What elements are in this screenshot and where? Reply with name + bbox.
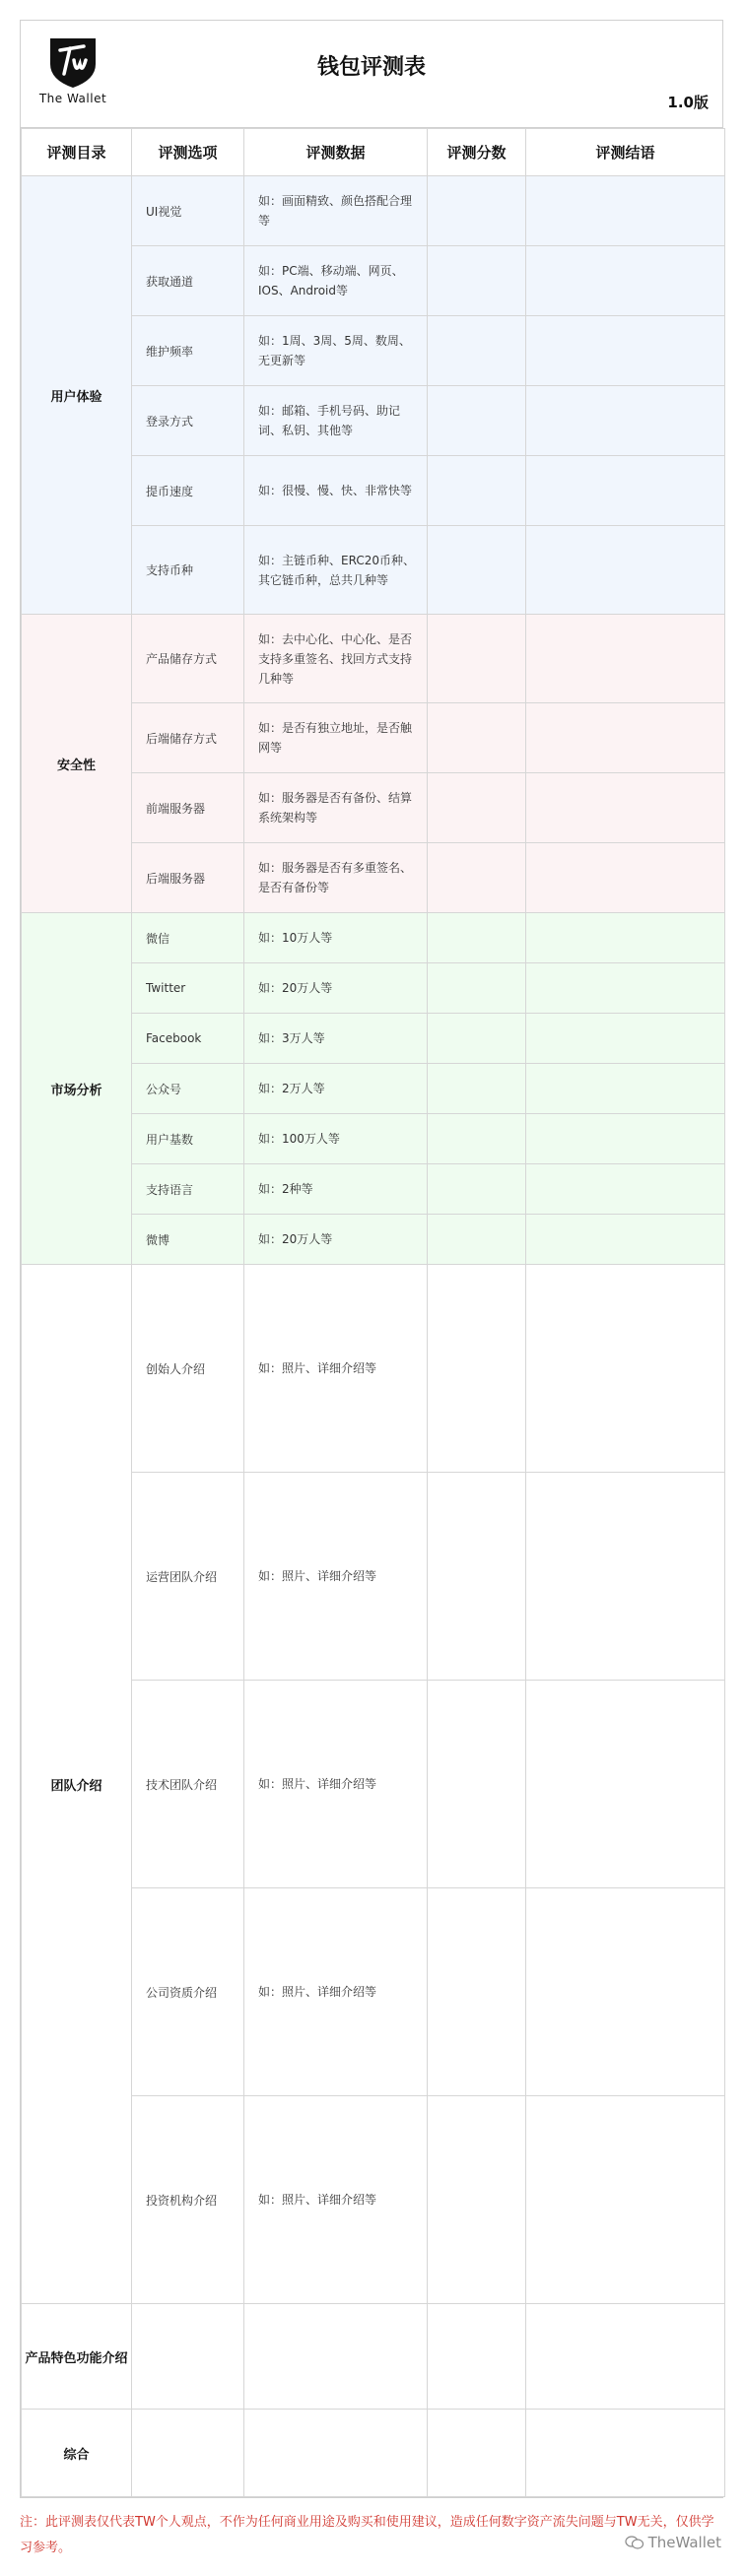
option-cell: Twitter: [132, 963, 244, 1014]
score-cell[interactable]: [428, 913, 526, 963]
data-cell: 如：10万人等: [244, 913, 428, 963]
conclusion-cell[interactable]: [526, 526, 725, 615]
conclusion-cell[interactable]: [526, 773, 725, 843]
option-cell: 投资机构介绍: [132, 2096, 244, 2304]
option-cell: 前端服务器: [132, 773, 244, 843]
score-cell[interactable]: [428, 963, 526, 1014]
conclusion-cell[interactable]: [526, 2096, 725, 2304]
conclusion-cell[interactable]: [526, 1164, 725, 1215]
logo-text: The Wallet: [38, 92, 107, 105]
column-header: 评测目录: [22, 129, 132, 176]
table-row: [22, 913, 725, 963]
category-cell: 产品特色功能介绍: [22, 2304, 132, 2410]
conclusion-cell[interactable]: [526, 386, 725, 456]
score-cell[interactable]: [428, 1681, 526, 1888]
data-cell: 如：照片、详细介绍等: [244, 1265, 428, 1473]
option-cell: 公司资质介绍: [132, 1888, 244, 2096]
option-cell: Facebook: [132, 1014, 244, 1064]
conclusion-cell[interactable]: [526, 456, 725, 526]
data-cell: 如：2种等: [244, 1164, 428, 1215]
option-cell: 后端储存方式: [132, 703, 244, 773]
option-cell: 技术团队介绍: [132, 1681, 244, 1888]
option-cell: 公众号: [132, 1064, 244, 1114]
option-cell: 支持语言: [132, 1164, 244, 1215]
column-header: 评测结语: [526, 129, 725, 176]
category-cell: 综合: [22, 2410, 132, 2497]
score-cell[interactable]: [428, 316, 526, 386]
table-row: [22, 2304, 725, 2410]
score-cell[interactable]: [428, 843, 526, 913]
data-cell: [244, 2410, 428, 2497]
data-cell: 如：很慢、慢、快、非常快等: [244, 456, 428, 526]
data-cell: 如：2万人等: [244, 1064, 428, 1114]
evaluation-sheet: [20, 20, 723, 2498]
option-cell: 提币速度: [132, 456, 244, 526]
score-cell[interactable]: [428, 2096, 526, 2304]
sheet-header: [21, 21, 722, 128]
wechat-icon: [625, 2536, 644, 2549]
data-cell: 如：服务器是否有备份、结算系统架构等: [244, 773, 428, 843]
score-cell[interactable]: [428, 526, 526, 615]
option-cell: 产品储存方式: [132, 615, 244, 703]
conclusion-cell[interactable]: [526, 316, 725, 386]
watermark-text: TheWallet: [647, 2534, 721, 2551]
data-cell: 如：20万人等: [244, 963, 428, 1014]
data-cell: [244, 2304, 428, 2410]
option-cell: 支持币种: [132, 526, 244, 615]
data-cell: 如：服务器是否有多重签名、是否有备份等: [244, 843, 428, 913]
conclusion-cell[interactable]: [526, 703, 725, 773]
data-cell: 如：主链币种、ERC20币种、其它链币种，总共几种等: [244, 526, 428, 615]
conclusion-cell[interactable]: [526, 1064, 725, 1114]
conclusion-cell[interactable]: [526, 963, 725, 1014]
data-cell: 如：PC端、移动端、网页、IOS、Android等: [244, 246, 428, 316]
data-cell: 如：照片、详细介绍等: [244, 1888, 428, 2096]
conclusion-cell[interactable]: [526, 1888, 725, 2096]
page-title: 钱包评测表: [316, 55, 426, 80]
option-cell: 用户基数: [132, 1114, 244, 1164]
data-cell: 如：3万人等: [244, 1014, 428, 1064]
option-cell: UI视觉: [132, 176, 244, 246]
data-cell: 如：邮箱、手机号码、助记词、私钥、其他等: [244, 386, 428, 456]
data-cell: 如：照片、详细介绍等: [244, 1681, 428, 1888]
score-cell[interactable]: [428, 1014, 526, 1064]
conclusion-cell[interactable]: [526, 913, 725, 963]
data-cell: 如：去中心化、中心化、是否支持多重签名、找回方式支持几种等: [244, 615, 428, 703]
score-cell[interactable]: [428, 386, 526, 456]
score-cell[interactable]: [428, 1265, 526, 1473]
column-header: 评测分数: [428, 129, 526, 176]
conclusion-cell[interactable]: [526, 2410, 725, 2497]
data-cell: 如：100万人等: [244, 1114, 428, 1164]
data-cell: 如：是否有独立地址，是否触网等: [244, 703, 428, 773]
score-cell[interactable]: [428, 2304, 526, 2410]
column-header: 评测选项: [132, 129, 244, 176]
category-cell: 团队介绍: [22, 1265, 132, 2304]
conclusion-cell[interactable]: [526, 2304, 725, 2410]
conclusion-cell[interactable]: [526, 176, 725, 246]
option-cell: 维护频率: [132, 316, 244, 386]
data-cell: 如：照片、详细介绍等: [244, 1473, 428, 1681]
option-cell: 获取通道: [132, 246, 244, 316]
conclusion-cell[interactable]: [526, 1114, 725, 1164]
table-header-row: [22, 129, 725, 176]
category-cell: 用户体验: [22, 176, 132, 615]
category-cell: 安全性: [22, 615, 132, 913]
column-header: 评测数据: [244, 129, 428, 176]
score-cell[interactable]: [428, 1164, 526, 1215]
table-row: [22, 176, 725, 246]
score-cell[interactable]: [428, 1064, 526, 1114]
option-cell: [132, 2410, 244, 2497]
conclusion-cell[interactable]: [526, 1473, 725, 1681]
disclaimer-note: 注：此评测表仅代表TW个人观点，不作为任何商业用途及购买和使用建议，造成任何数字资产流失问题与TW无关，仅供学习参考。: [20, 2515, 714, 2555]
score-cell[interactable]: [428, 1215, 526, 1265]
score-cell[interactable]: [428, 456, 526, 526]
conclusion-cell[interactable]: [526, 843, 725, 913]
option-cell: 登录方式: [132, 386, 244, 456]
category-cell: 市场分析: [22, 913, 132, 1265]
option-cell: 运营团队介绍: [132, 1473, 244, 1681]
option-cell: 微博: [132, 1215, 244, 1265]
table-row: [22, 1265, 725, 1473]
score-cell[interactable]: [428, 176, 526, 246]
conclusion-cell[interactable]: [526, 1681, 725, 1888]
score-cell[interactable]: [428, 1888, 526, 2096]
score-cell[interactable]: [428, 703, 526, 773]
data-cell: 如：照片、详细介绍等: [244, 2096, 428, 2304]
option-cell: [132, 2304, 244, 2410]
option-cell: 后端服务器: [132, 843, 244, 913]
conclusion-cell[interactable]: [526, 246, 725, 316]
score-cell[interactable]: [428, 615, 526, 703]
score-cell[interactable]: [428, 2410, 526, 2497]
score-cell[interactable]: [428, 773, 526, 843]
option-cell: 创始人介绍: [132, 1265, 244, 1473]
conclusion-cell[interactable]: [526, 1215, 725, 1265]
evaluation-table: [21, 128, 725, 2497]
option-cell: 微信: [132, 913, 244, 963]
version-label: 1.0版: [667, 94, 709, 111]
table-row: [22, 2410, 725, 2497]
score-cell[interactable]: [428, 246, 526, 316]
conclusion-cell[interactable]: [526, 1265, 725, 1473]
table-row: [22, 615, 725, 703]
conclusion-cell[interactable]: [526, 1014, 725, 1064]
data-cell: 如：20万人等: [244, 1215, 428, 1265]
data-cell: 如：画面精致、颜色搭配合理等: [244, 176, 428, 246]
score-cell[interactable]: [428, 1114, 526, 1164]
data-cell: 如：1周、3周、5周、数周、无更新等: [244, 316, 428, 386]
watermark: [625, 2534, 721, 2551]
conclusion-cell[interactable]: [526, 615, 725, 703]
score-cell[interactable]: [428, 1473, 526, 1681]
